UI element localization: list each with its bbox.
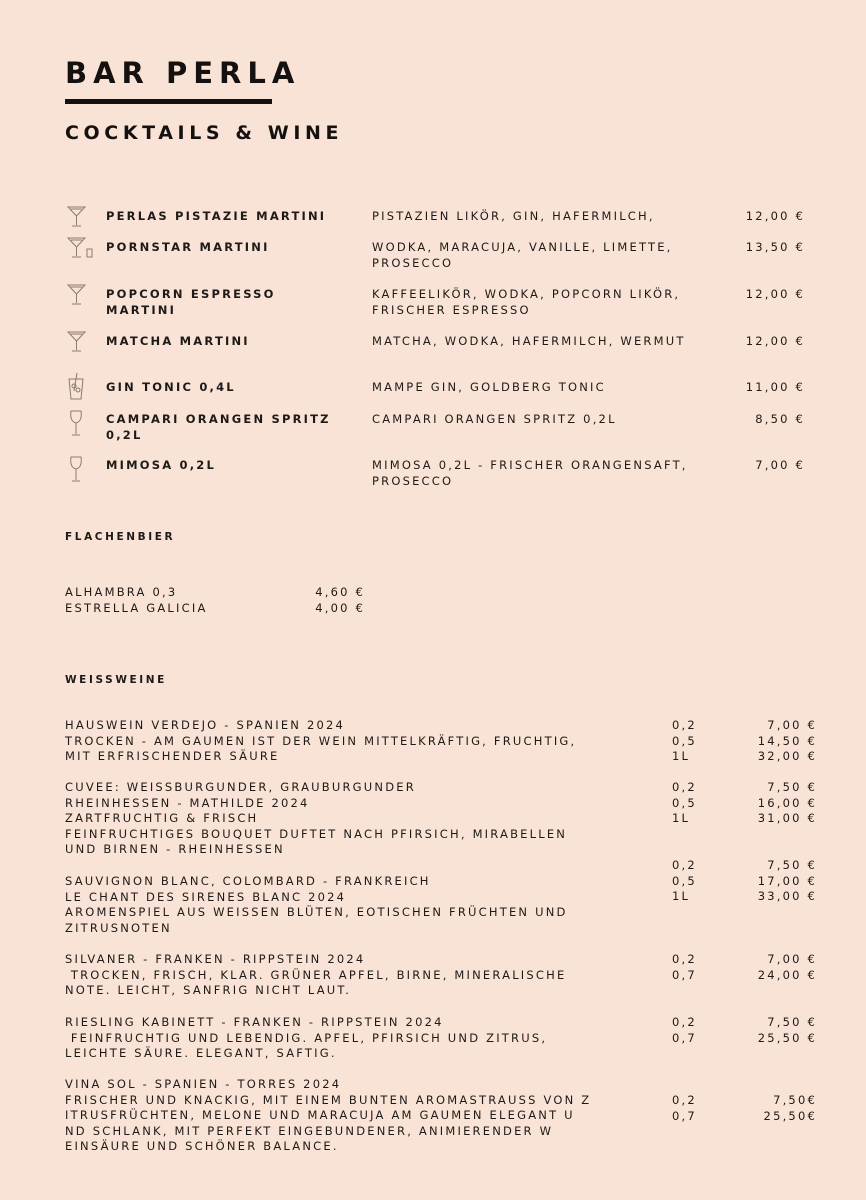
wine-price: 7,50 € (767, 780, 817, 794)
cocktail-description: KAFFEELIKÖR, WODKA, POPCORN LIKÖR, FRISCHER ESPRESSO (372, 287, 681, 317)
cocktail-name: GIN TONIC 0,4L (106, 380, 236, 394)
cocktail-item (65, 239, 825, 273)
wine-title: SILVANER - FRANKEN - RIPPSTEIN 2024 (65, 952, 366, 966)
wine-description: EINSÄURE UND SCHÖNER BALANCE. (65, 1139, 339, 1154)
cocktail-price: 12,00 € (745, 287, 805, 301)
wine-description: NOTE. LEICHT, SANFRIG NICHT LAUT. (65, 983, 352, 998)
wine-price: 16,00 € (757, 795, 817, 810)
wine-price: 33,00 € (757, 889, 817, 904)
beer-section-heading: FLACHENBIER (65, 531, 176, 543)
cocktail-name: CAMPARI ORANGEN SPRITZ 0,2L (106, 412, 331, 442)
wine-description: MIT ERFRISCHENDER SÄURE (65, 749, 280, 764)
cocktail-description: WODKA, MARACUJA, VANILLE, LIMETTE, PROSECCO (372, 240, 673, 270)
bar-title: BAR PERLA (65, 56, 301, 90)
wine-size: 0,2 (672, 952, 697, 966)
wine-price: 7,50€ (773, 1093, 817, 1107)
wine-description: ND SCHLANK, MIT PERFEKT EINGEBUNDENER, ANIMIERENDER W (65, 1123, 554, 1138)
cocktail-description: MIMOSA 0,2L - FRISCHER ORANGENSAFT, PROSECCO (372, 458, 688, 488)
cocktail-price: 8,50 € (755, 412, 805, 426)
wine-glass-icon (65, 409, 89, 439)
wine-size: 0,2 (672, 1015, 697, 1029)
wine-description: TROCKEN - AM GAUMEN IST DER WEIN MITTELKRÄFTIG, FRUCHTIG, (65, 733, 577, 748)
wine-size: 0,7 (672, 1108, 697, 1123)
wine-title: RIESLING KABINETT - FRANKEN - RIPPSTEIN 2024 (65, 1015, 444, 1029)
wine-size: 0,5 (672, 733, 697, 748)
wine-description: FRISCHER UND KNACKIG, MIT EINEM BUNTEN AROMASTRAUSS VON Z (65, 1092, 592, 1107)
cocktail-price: 12,00 € (745, 334, 805, 348)
wine-price: 31,00 € (757, 811, 817, 826)
wine-description: ZARTFRUCHTIG & FRISCH (65, 811, 259, 826)
cocktail-item (65, 457, 825, 491)
wine-description: ITRUSFRÜCHTEN, MELONE UND MARACUJA AM GAUMEN ELEGANT U (65, 1108, 575, 1123)
wine-description: ZITRUSNOTEN (65, 920, 172, 935)
wine-price: 7,50 € (767, 1015, 817, 1029)
beer-name: ESTRELLA GALICIA (65, 601, 208, 615)
wine-price: 7,00 € (767, 952, 817, 966)
wine-price: 32,00 € (757, 749, 817, 764)
beer-name: ALHAMBRA 0,3 (65, 585, 178, 599)
beer-price: 4,60 € (315, 585, 365, 599)
wine-price: 7,50 € (767, 858, 817, 872)
wine-description: AROMENSPIEL AUS WEISSEN BLÜTEN, EOTISCHEN FRÜCHTEN UND (65, 905, 568, 920)
cocktail-item (65, 411, 825, 445)
wine-price: 17,00 € (757, 873, 817, 888)
wine-price: 24,00 € (757, 967, 817, 982)
wine-price: 25,50€ (763, 1108, 817, 1123)
wine-description: LE CHANT DES SIRENES BLANC 2024 (65, 889, 347, 904)
cocktail-price: 7,00 € (755, 458, 805, 472)
wine-price: 14,50 € (757, 733, 817, 748)
wine-section-heading: WEISSWEINE (65, 674, 167, 686)
cocktail-item (65, 379, 825, 413)
menu-subtitle: COCKTAILS & WINE (65, 122, 344, 144)
cocktail-name: PORNSTAR MARTINI (106, 240, 270, 254)
beer-item (65, 584, 365, 600)
cocktail-item (65, 333, 825, 367)
cocktail-name: MIMOSA 0,2L (106, 458, 217, 472)
wine-size: 1L (672, 749, 691, 764)
wine-price: 7,00 € (767, 718, 817, 732)
wine-size: 0,5 (672, 795, 697, 810)
wine-description: TROCKEN, FRISCH, KLAR. GRÜNER APFEL, BIRNE, MINERALISCHE (65, 967, 567, 982)
wine-description: RHEINHESSEN - MATHILDE 2024 (65, 795, 310, 810)
wine-description: LEICHTE SÄURE. ELEGANT, SAFTIG. (65, 1046, 337, 1061)
wine-title: VINA SOL - SPANIEN - TORRES 2024 (65, 1077, 342, 1091)
martini-glass-with-shot-icon (65, 235, 95, 261)
wine-size: 0,2 (672, 1093, 697, 1107)
cocktail-description: CAMPARI ORANGEN SPRITZ 0,2L (372, 412, 617, 426)
wine-size: 0,2 (672, 858, 697, 872)
wine-size: 0,7 (672, 967, 697, 982)
wine-title: HAUSWEIN VERDEJO - SPANIEN 2024 (65, 718, 346, 732)
title-underline (65, 99, 272, 104)
cocktail-name: POPCORN ESPRESSO MARTINI (106, 287, 276, 317)
wine-size: 0,5 (672, 873, 697, 888)
wine-price: 25,50 € (757, 1030, 817, 1045)
wine-size: 1L (672, 811, 691, 826)
wine-title: CUVEE: WEISSBURGUNDER, GRAUBURGUNDER (65, 780, 416, 794)
wine-size: 0,2 (672, 718, 697, 732)
cocktail-description: PISTAZIEN LIKÖR, GIN, HAFERMILCH, (372, 209, 655, 223)
wine-description: FEINFRUCHTIG UND LEBENDIG. APFEL, PFIRSICH UND ZITRUS, (65, 1030, 548, 1045)
wine-size: 1L (672, 889, 691, 904)
cocktail-description: MATCHA, WODKA, HAFERMILCH, WERMUT (372, 334, 686, 348)
wine-size: 0,2 (672, 780, 697, 794)
martini-glass-icon (65, 282, 89, 308)
cocktail-price: 12,00 € (745, 209, 805, 223)
cocktail-price: 11,00 € (745, 380, 805, 394)
cocktail-description: MAMPE GIN, GOLDBERG TONIC (372, 380, 606, 394)
beer-item (65, 600, 365, 616)
martini-glass-icon (65, 204, 89, 230)
cocktail-name: PERLAS PISTAZIE MARTINI (106, 209, 327, 223)
martini-glass-icon (65, 329, 89, 355)
wine-description: FEINFRUCHTIGES BOUQUET DUFTET NACH PFIRSICH, MIRABELLEN (65, 826, 568, 841)
wine-glass-icon (65, 455, 89, 485)
highball-glass-icon (65, 371, 89, 401)
cocktail-name: MATCHA MARTINI (106, 334, 250, 348)
beer-price: 4,00 € (315, 601, 365, 615)
wine-title: SAUVIGNON BLANC, COLOMBARD - FRANKREICH (65, 874, 431, 888)
wine-description: UND BIRNEN - RHEINHESSEN (65, 842, 285, 857)
cocktail-item (65, 286, 825, 320)
wine-size: 0,7 (672, 1030, 697, 1045)
cocktail-price: 13,50 € (745, 240, 805, 254)
cocktail-item (65, 208, 825, 242)
